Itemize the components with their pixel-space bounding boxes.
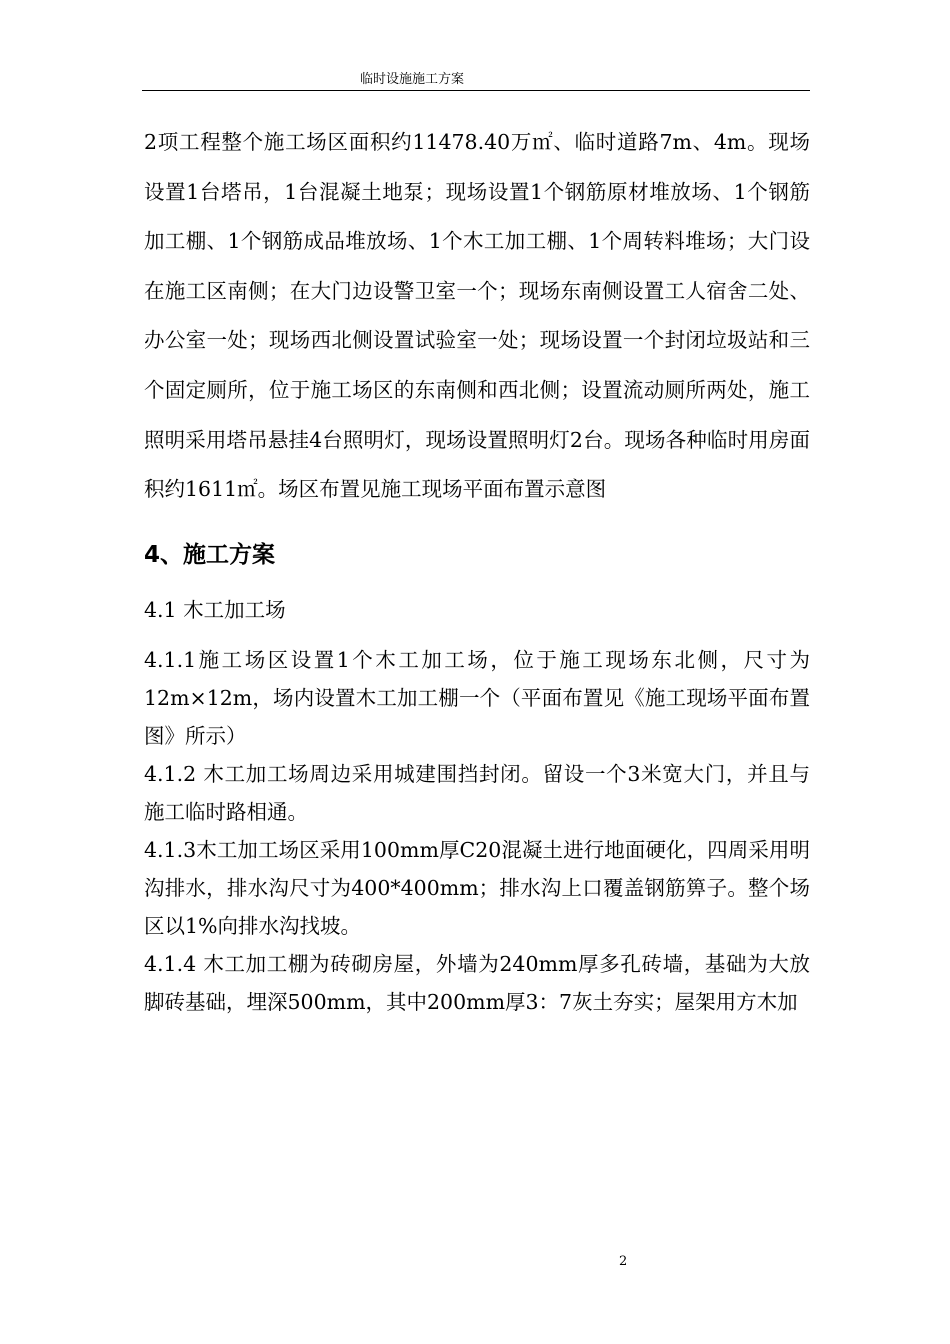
page-header-title: 临时设施施工方案	[360, 72, 465, 87]
paragraph-4-1-2: 4.1.2 木工加工场周边采用城建围挡封闭。留设一个3米宽大门，并且与施工临时路相通。	[144, 761, 810, 824]
page-number: 2	[619, 1254, 628, 1269]
paragraph-4-1-4: 4.1.4 木工加工棚为砖砌房屋，外墙为240mm厚多孔砖墙，基础为大放脚砖基础，埋深500mm，其中200mm厚3：7灰土夯实；屋架用方木加	[144, 951, 810, 1014]
header-divider	[142, 90, 810, 91]
paragraph-4-1-1: 4.1.1施工场区设置1个木工加工场，位于施工现场东北侧，尺寸为12m×12m，场内设置木工加工棚一个（平面布置见《施工现场平面布置图》所示）	[144, 647, 810, 748]
paragraph-4-1-3: 4.1.3木工加工场区采用100mm厚C20混凝土进行地面硬化，四周采用明沟排水，排水沟尺寸为400*400mm；排水沟上口覆盖钢筋箅子。整个场区以1%向排水沟找坡。	[144, 837, 810, 938]
intro-paragraph: 2项工程整个施工场区面积约11478.40万㎡、临时道路7m、4m。现场设置1台塔吊，1台混凝土地泵；现场设置1个钢筋原材堆放场、1个钢筋加工棚、1个钢筋成品堆放场、1个木工加工棚、1个周转料堆场；大门设在施工区南侧；在大门边设警卫室一个；现场东南侧设置工人宿舍二处、办公室一处；现场西北侧设置试验室一处；现场设置一个封闭垃圾站和三个固定厕所，位于施工场区的东南侧和西北侧；设置流动厕所两处，施工照明采用塔吊悬挂4台照明灯，现场设置照明灯2台。现场各种临时用房面积约1611㎡。场区布置见施工现场平面布置示意图	[144, 130, 810, 502]
subsection-heading: 4.1 木工加工场	[144, 597, 286, 622]
document-body	[144, 118, 810, 1021]
section-heading: 4、施工方案	[144, 541, 276, 568]
